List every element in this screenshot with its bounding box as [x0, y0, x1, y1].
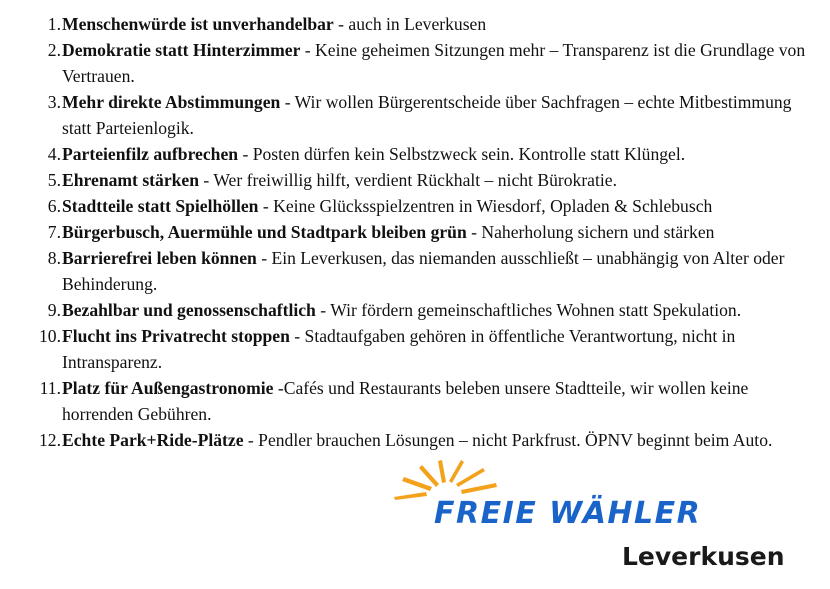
- logo-name: FREIE WÄHLER: [434, 496, 702, 531]
- item-text: - Stadtaufgaben gehören in öffentliche Verantwortung, nicht in Intransparenz.: [62, 326, 736, 372]
- item-text: - Wir fördern gemeinschaftliches Wohnen statt Spekulation.: [315, 300, 742, 320]
- item-title: Menschenwürde ist unverhandelbar: [62, 14, 334, 34]
- item-title: Bezahlbar und genossenschaftlich: [62, 300, 316, 320]
- list-item: [0, 193, 830, 219]
- item-text: - Ein Leverkusen, das niemanden ausschließt – unabhängig von Alter oder Behinderung.: [62, 248, 785, 294]
- item-number: 1.: [47, 14, 61, 34]
- item-number: 3.: [47, 92, 61, 112]
- list-item: [0, 219, 830, 245]
- item-title: Echte Park+Ride-Plätze: [62, 430, 244, 450]
- item-number: 7.: [47, 222, 61, 242]
- item-number: 2.: [47, 40, 61, 60]
- item-title: Barrierefrei leben können: [62, 248, 257, 268]
- list-item: [0, 297, 830, 323]
- item-text: - Wir wollen Bürgerentscheide über Sachfragen – echte Mitbestimmung statt Parteienlogik.: [62, 92, 792, 138]
- list-item: [0, 167, 830, 193]
- item-text: -Cafés und Restaurants beleben unsere Stadtteile, wir wollen keine horrenden Gebühren.: [62, 378, 749, 424]
- list-item: [0, 323, 830, 375]
- item-title: Bürgerbusch, Auermühle und Stadtpark bleiben grün: [62, 222, 467, 242]
- item-text: - auch in Leverkusen: [333, 14, 487, 34]
- item-title: Stadtteile statt Spielhöllen: [62, 196, 259, 216]
- item-number: 9.: [47, 300, 61, 320]
- item-title: Ehrenamt stärken: [62, 170, 200, 190]
- item-number: 6.: [47, 196, 61, 216]
- item-title: Platz für Außengastronomie: [62, 378, 274, 398]
- item-text: - Pendler brauchen Lösungen – nicht Parkfrust. ÖPNV beginnt beim Auto.: [243, 430, 773, 450]
- list-item: [0, 141, 830, 167]
- freie-waehler-logo: [392, 460, 792, 585]
- item-number: 11.: [39, 378, 61, 398]
- item-number: 4.: [47, 144, 61, 164]
- item-title: Mehr direkte Abstimmungen: [62, 92, 281, 112]
- item-text: - Keine Glücksspielzentren in Wiesdorf, Opladen & Schlebusch: [258, 196, 713, 216]
- item-text: - Wer freiwillig hilft, verdient Rückhalt – nicht Bürokratie.: [199, 170, 617, 190]
- item-title: Flucht ins Privatrecht stoppen: [62, 326, 290, 346]
- item-number: 8.: [47, 248, 61, 268]
- list-item: [0, 375, 830, 427]
- item-text: - Naherholung sichern und stärken: [466, 222, 715, 242]
- list-item: [0, 89, 830, 141]
- logo-city: Leverkusen: [622, 542, 785, 571]
- list-item: [0, 245, 830, 297]
- item-text: - Keine geheimen Sitzungen mehr – Transparenz ist die Grundlage von Vertrauen.: [62, 40, 806, 86]
- item-number: 10.: [39, 326, 61, 346]
- item-number: 5.: [47, 170, 61, 190]
- item-title: Demokratie statt Hinterzimmer: [62, 40, 301, 60]
- list-item: [0, 427, 830, 453]
- item-number: 12.: [39, 430, 61, 450]
- item-title: Parteienfilz aufbrechen: [62, 144, 239, 164]
- item-text: - Posten dürfen kein Selbstzweck sein. Kontrolle statt Klüngel.: [238, 144, 686, 164]
- program-list: [0, 11, 830, 453]
- list-item: [0, 37, 830, 89]
- list-item: [0, 11, 830, 37]
